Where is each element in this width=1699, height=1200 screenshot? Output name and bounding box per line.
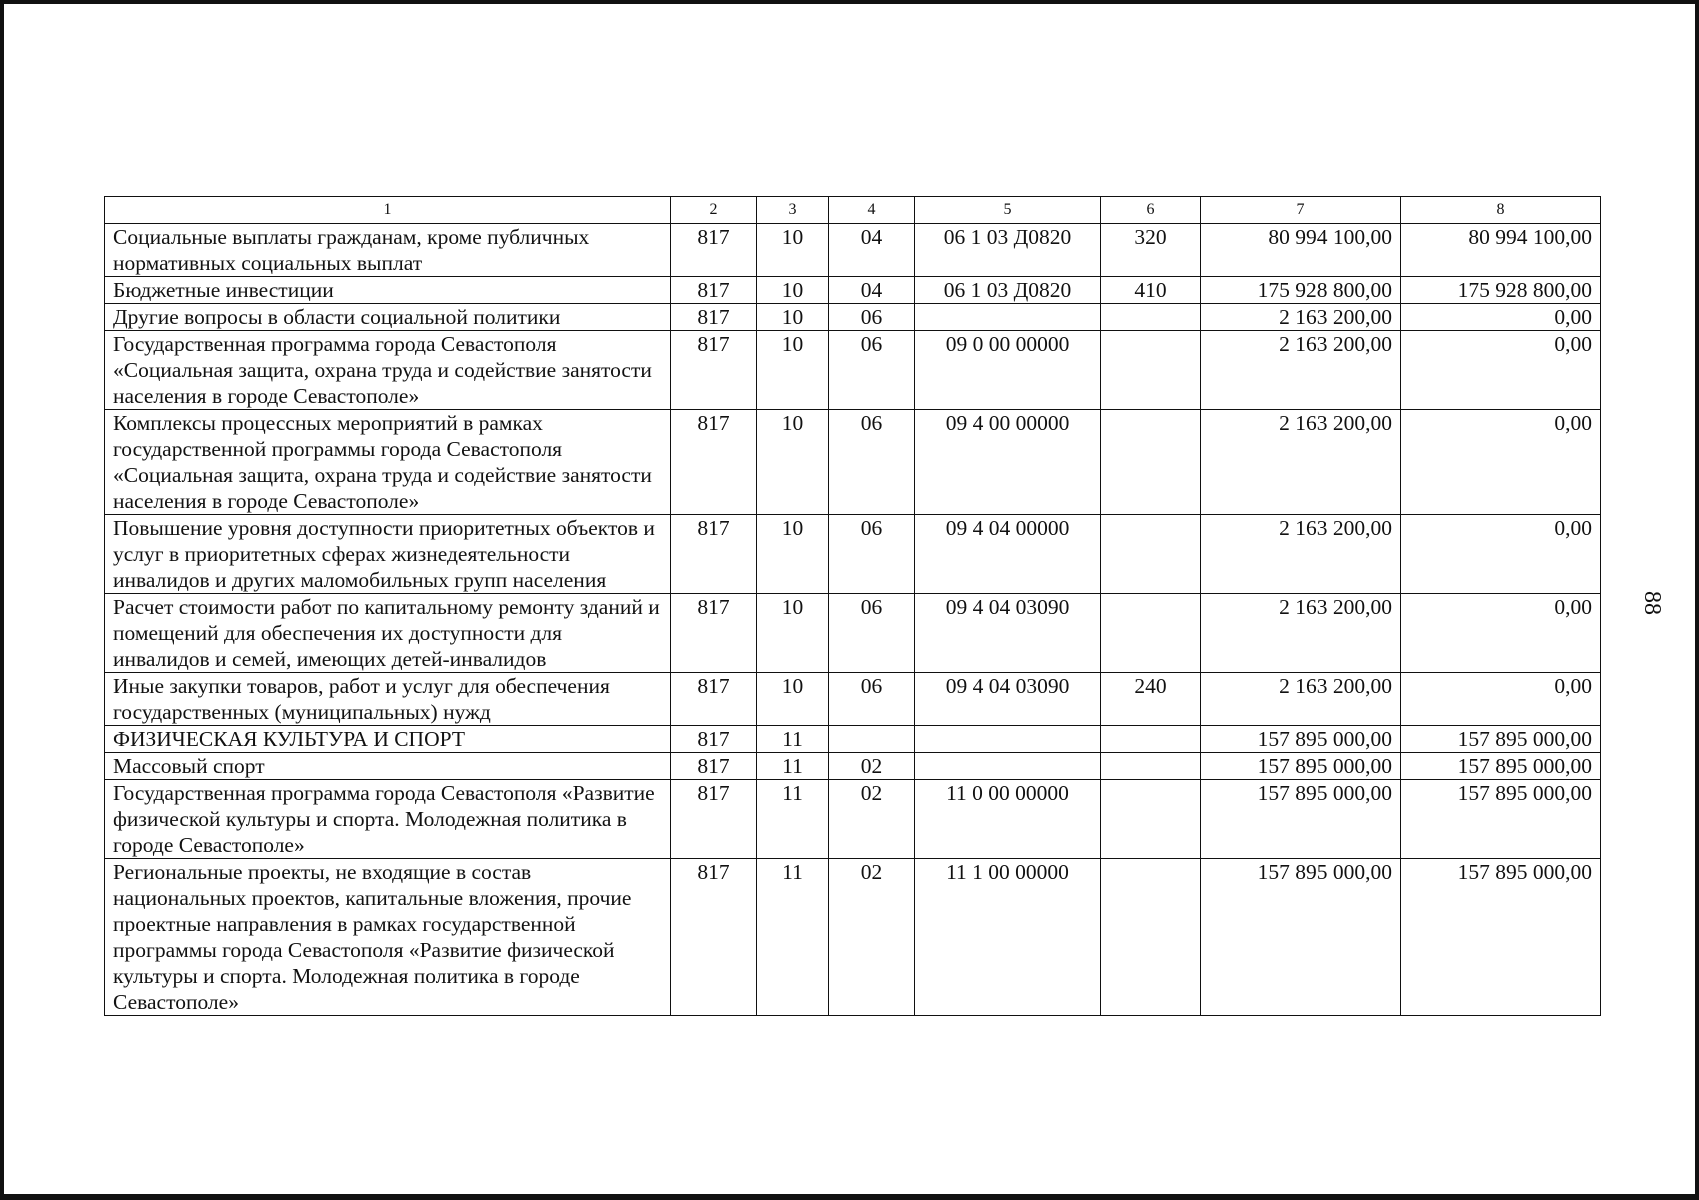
amount-year2-cell: 0,00 [1401,304,1601,331]
item-name-cell: ФИЗИЧЕСКАЯ КУЛЬТУРА И СПОРТ [105,726,671,753]
section-code-cell: 11 [757,753,829,780]
subsection-code-cell [829,726,915,753]
target-article-cell [915,726,1101,753]
amount-year2-cell: 175 928 800,00 [1401,277,1601,304]
table-row [105,410,1601,515]
expense-type-cell [1101,859,1201,1016]
item-name-cell: Бюджетные инвестиции [105,277,671,304]
expense-type-cell [1101,410,1201,515]
column-header: 3 [757,197,829,224]
subsection-code-cell: 02 [829,753,915,780]
section-code-cell: 11 [757,859,829,1016]
amount-year2-cell: 157 895 000,00 [1401,726,1601,753]
target-article-cell: 06 1 03 Д0820 [915,277,1101,304]
table-row [105,753,1601,780]
subsection-code-cell: 02 [829,859,915,1016]
department-code-cell: 817 [671,859,757,1016]
target-article-cell: 09 0 00 00000 [915,331,1101,410]
department-code-cell: 817 [671,331,757,410]
subsection-code-cell: 06 [829,594,915,673]
target-article-cell: 09 4 04 03090 [915,673,1101,726]
table-row [105,331,1601,410]
section-code-cell: 10 [757,410,829,515]
department-code-cell: 817 [671,753,757,780]
table-row [105,224,1601,277]
amount-year1-cell: 2 163 200,00 [1201,304,1401,331]
budget-table [104,196,1601,1016]
column-header: 8 [1401,197,1601,224]
table-row [105,673,1601,726]
column-header: 5 [915,197,1101,224]
subsection-code-cell: 04 [829,224,915,277]
expense-type-cell [1101,594,1201,673]
subsection-code-cell: 06 [829,304,915,331]
amount-year2-cell: 0,00 [1401,673,1601,726]
department-code-cell: 817 [671,673,757,726]
subsection-code-cell: 04 [829,277,915,304]
subsection-code-cell: 06 [829,331,915,410]
item-name-cell: Региональные проекты, не входящие в состав национальных проектов, капитальные вложения, прочие проектные направления в рамках государственной программы города Севастополя «Развитие физической культуры и спорта. Молодежная политика в городе Севастополе» [105,859,671,1016]
department-code-cell: 817 [671,515,757,594]
subsection-code-cell: 06 [829,515,915,594]
column-header: 7 [1201,197,1401,224]
scan-border-left [0,0,4,1200]
amount-year1-cell: 2 163 200,00 [1201,410,1401,515]
table-row [105,726,1601,753]
section-code-cell: 10 [757,277,829,304]
department-code-cell: 817 [671,224,757,277]
subsection-code-cell: 06 [829,410,915,515]
item-name-cell: Иные закупки товаров, работ и услуг для обеспечения государственных (муниципальных) нужд [105,673,671,726]
scan-border-bottom [0,1194,1699,1200]
table-row [105,304,1601,331]
amount-year1-cell: 175 928 800,00 [1201,277,1401,304]
amount-year2-cell: 157 895 000,00 [1401,753,1601,780]
table-row [105,515,1601,594]
amount-year2-cell: 157 895 000,00 [1401,780,1601,859]
section-code-cell: 10 [757,673,829,726]
expense-type-cell [1101,753,1201,780]
amount-year1-cell: 2 163 200,00 [1201,515,1401,594]
expense-type-cell [1101,780,1201,859]
department-code-cell: 817 [671,304,757,331]
amount-year1-cell: 2 163 200,00 [1201,331,1401,410]
item-name-cell: Комплексы процессных мероприятий в рамках государственной программы города Севастополя «Социальная защита, охрана труда и содействие занятости населения в городе Севастополе» [105,410,671,515]
amount-year2-cell: 0,00 [1401,410,1601,515]
target-article-cell: 09 4 00 00000 [915,410,1101,515]
table-row [105,594,1601,673]
table-body [105,224,1601,1016]
section-code-cell: 10 [757,224,829,277]
section-code-cell: 10 [757,515,829,594]
section-code-cell: 10 [757,304,829,331]
expense-type-cell [1101,331,1201,410]
item-name-cell: Массовый спорт [105,753,671,780]
column-header: 6 [1101,197,1201,224]
section-code-cell: 10 [757,594,829,673]
table-row [105,780,1601,859]
item-name-cell: Повышение уровня доступности приоритетных объектов и услуг в приоритетных сферах жизнедеятельности инвалидов и других маломобильных групп населения [105,515,671,594]
target-article-cell: 11 1 00 00000 [915,859,1101,1016]
amount-year1-cell: 80 994 100,00 [1201,224,1401,277]
department-code-cell: 817 [671,277,757,304]
amount-year1-cell: 157 895 000,00 [1201,859,1401,1016]
column-numbers-row [105,197,1601,224]
item-name-cell: Государственная программа города Севастополя «Социальная защита, охрана труда и содействие занятости населения в городе Севастополе» [105,331,671,410]
subsection-code-cell: 02 [829,780,915,859]
amount-year1-cell: 2 163 200,00 [1201,594,1401,673]
expense-type-cell [1101,304,1201,331]
amount-year1-cell: 157 895 000,00 [1201,780,1401,859]
item-name-cell: Расчет стоимости работ по капитальному ремонту зданий и помещений для обеспечения их доступности для инвалидов и семей, имеющих детей-инвалидов [105,594,671,673]
amount-year2-cell: 157 895 000,00 [1401,859,1601,1016]
amount-year2-cell: 0,00 [1401,594,1601,673]
table-header [105,197,1601,224]
expense-type-cell: 240 [1101,673,1201,726]
amount-year1-cell: 157 895 000,00 [1201,726,1401,753]
target-article-cell: 09 4 04 03090 [915,594,1101,673]
scan-border-top [0,0,1699,4]
department-code-cell: 817 [671,410,757,515]
column-header: 1 [105,197,671,224]
target-article-cell [915,304,1101,331]
amount-year1-cell: 157 895 000,00 [1201,753,1401,780]
amount-year2-cell: 0,00 [1401,515,1601,594]
section-code-cell: 10 [757,331,829,410]
target-article-cell: 11 0 00 00000 [915,780,1101,859]
amount-year1-cell: 2 163 200,00 [1201,673,1401,726]
expense-type-cell: 410 [1101,277,1201,304]
table-row [105,277,1601,304]
target-article-cell: 06 1 03 Д0820 [915,224,1101,277]
section-code-cell: 11 [757,726,829,753]
scan-border-right [1695,0,1699,1200]
amount-year2-cell: 0,00 [1401,331,1601,410]
item-name-cell: Другие вопросы в области социальной политики [105,304,671,331]
amount-year2-cell: 80 994 100,00 [1401,224,1601,277]
department-code-cell: 817 [671,780,757,859]
column-header: 4 [829,197,915,224]
expense-type-cell [1101,515,1201,594]
expense-type-cell: 320 [1101,224,1201,277]
column-header: 2 [671,197,757,224]
item-name-cell: Государственная программа города Севастополя «Развитие физической культуры и спорта. Молодежная политика в городе Севастополе» [105,780,671,859]
department-code-cell: 817 [671,594,757,673]
target-article-cell: 09 4 04 00000 [915,515,1101,594]
page-number: 88 [1639,591,1665,615]
department-code-cell: 817 [671,726,757,753]
section-code-cell: 11 [757,780,829,859]
table-row [105,859,1601,1016]
expense-type-cell [1101,726,1201,753]
subsection-code-cell: 06 [829,673,915,726]
item-name-cell: Социальные выплаты гражданам, кроме публичных нормативных социальных выплат [105,224,671,277]
target-article-cell [915,753,1101,780]
